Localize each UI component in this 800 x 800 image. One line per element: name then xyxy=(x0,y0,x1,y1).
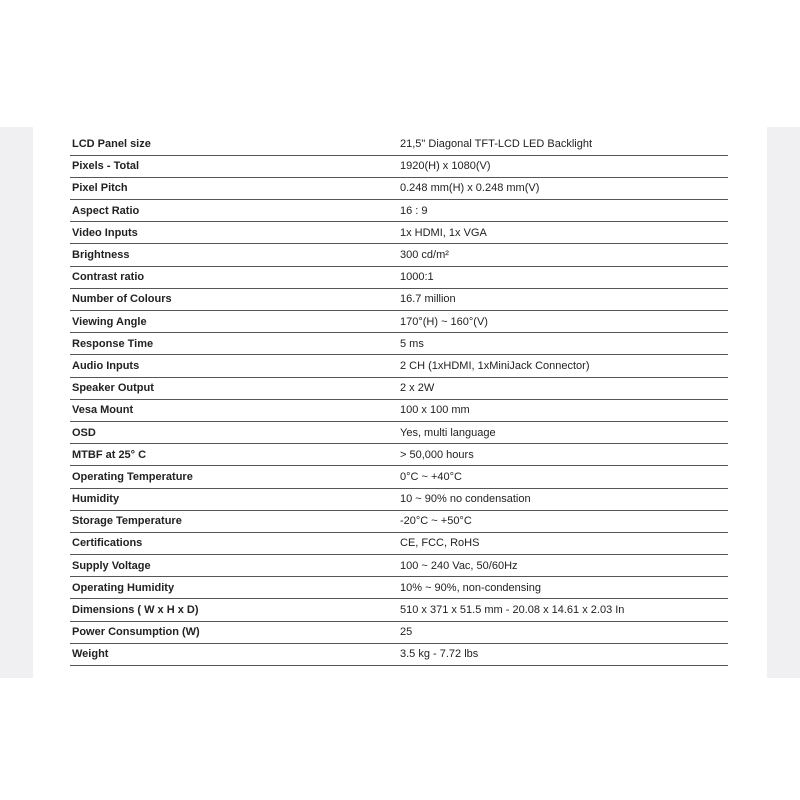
spec-label: Video Inputs xyxy=(70,222,400,244)
table-row xyxy=(70,333,728,355)
table-row xyxy=(70,643,728,665)
table-row xyxy=(70,155,728,177)
spec-label: Operating Humidity xyxy=(70,577,400,599)
spec-label: Pixel Pitch xyxy=(70,177,400,199)
spec-value: 21,5" Diagonal TFT-LCD LED Backlight xyxy=(400,133,728,155)
right-margin-band xyxy=(767,127,800,678)
spec-value: 1x HDMI, 1x VGA xyxy=(400,222,728,244)
spec-label: Viewing Angle xyxy=(70,311,400,333)
spec-value: 0°C ~ +40°C xyxy=(400,466,728,488)
spec-label: Response Time xyxy=(70,333,400,355)
spec-label: OSD xyxy=(70,421,400,443)
spec-label: Number of Colours xyxy=(70,288,400,310)
spec-value: 16 : 9 xyxy=(400,200,728,222)
spec-value: 510 x 371 x 51.5 mm - 20.08 x 14.61 x 2.03 In xyxy=(400,599,728,621)
spec-table-body xyxy=(70,133,728,666)
spec-value: 5 ms xyxy=(400,333,728,355)
table-row xyxy=(70,532,728,554)
spec-label: LCD Panel size xyxy=(70,133,400,155)
spec-value: 1000:1 xyxy=(400,266,728,288)
spec-label: Humidity xyxy=(70,488,400,510)
spec-label: Brightness xyxy=(70,244,400,266)
table-row xyxy=(70,266,728,288)
spec-label: Operating Temperature xyxy=(70,466,400,488)
spec-label: Aspect Ratio xyxy=(70,200,400,222)
table-row xyxy=(70,555,728,577)
table-row xyxy=(70,510,728,532)
table-row xyxy=(70,222,728,244)
spec-value: 2 x 2W xyxy=(400,377,728,399)
table-row xyxy=(70,355,728,377)
table-row xyxy=(70,421,728,443)
table-row xyxy=(70,621,728,643)
table-row xyxy=(70,488,728,510)
table-row xyxy=(70,466,728,488)
spec-value: 3.5 kg - 7.72 lbs xyxy=(400,643,728,665)
spec-value: 1920(H) x 1080(V) xyxy=(400,155,728,177)
spec-value: 10 ~ 90% no condensation xyxy=(400,488,728,510)
table-row xyxy=(70,288,728,310)
table-row xyxy=(70,200,728,222)
spec-label: Contrast ratio xyxy=(70,266,400,288)
spec-value: 25 xyxy=(400,621,728,643)
spec-label: Pixels - Total xyxy=(70,155,400,177)
spec-value: -20°C ~ +50°C xyxy=(400,510,728,532)
spec-label: Audio Inputs xyxy=(70,355,400,377)
spec-label: MTBF at 25° C xyxy=(70,444,400,466)
table-row xyxy=(70,133,728,155)
table-row xyxy=(70,177,728,199)
table-row xyxy=(70,399,728,421)
spec-label: Dimensions ( W x H x D) xyxy=(70,599,400,621)
spec-value: > 50,000 hours xyxy=(400,444,728,466)
spec-table xyxy=(70,133,728,666)
table-row xyxy=(70,244,728,266)
spec-value: 16.7 million xyxy=(400,288,728,310)
table-row xyxy=(70,311,728,333)
spec-label: Storage Temperature xyxy=(70,510,400,532)
left-margin-band xyxy=(0,127,33,678)
spec-value: 300 cd/m² xyxy=(400,244,728,266)
table-row xyxy=(70,599,728,621)
table-row xyxy=(70,444,728,466)
spec-label: Vesa Mount xyxy=(70,399,400,421)
spec-label: Weight xyxy=(70,643,400,665)
table-row xyxy=(70,577,728,599)
spec-value: 100 ~ 240 Vac, 50/60Hz xyxy=(400,555,728,577)
table-row xyxy=(70,377,728,399)
spec-label: Power Consumption (W) xyxy=(70,621,400,643)
spec-value: 2 CH (1xHDMI, 1xMiniJack Connector) xyxy=(400,355,728,377)
spec-value: CE, FCC, RoHS xyxy=(400,532,728,554)
spec-value: 0.248 mm(H) x 0.248 mm(V) xyxy=(400,177,728,199)
spec-value: 10% ~ 90%, non-condensing xyxy=(400,577,728,599)
spec-value: 100 x 100 mm xyxy=(400,399,728,421)
spec-label: Certifications xyxy=(70,532,400,554)
spec-label: Supply Voltage xyxy=(70,555,400,577)
spec-label: Speaker Output xyxy=(70,377,400,399)
spec-value: 170°(H) ~ 160°(V) xyxy=(400,311,728,333)
spec-value: Yes, multi language xyxy=(400,421,728,443)
